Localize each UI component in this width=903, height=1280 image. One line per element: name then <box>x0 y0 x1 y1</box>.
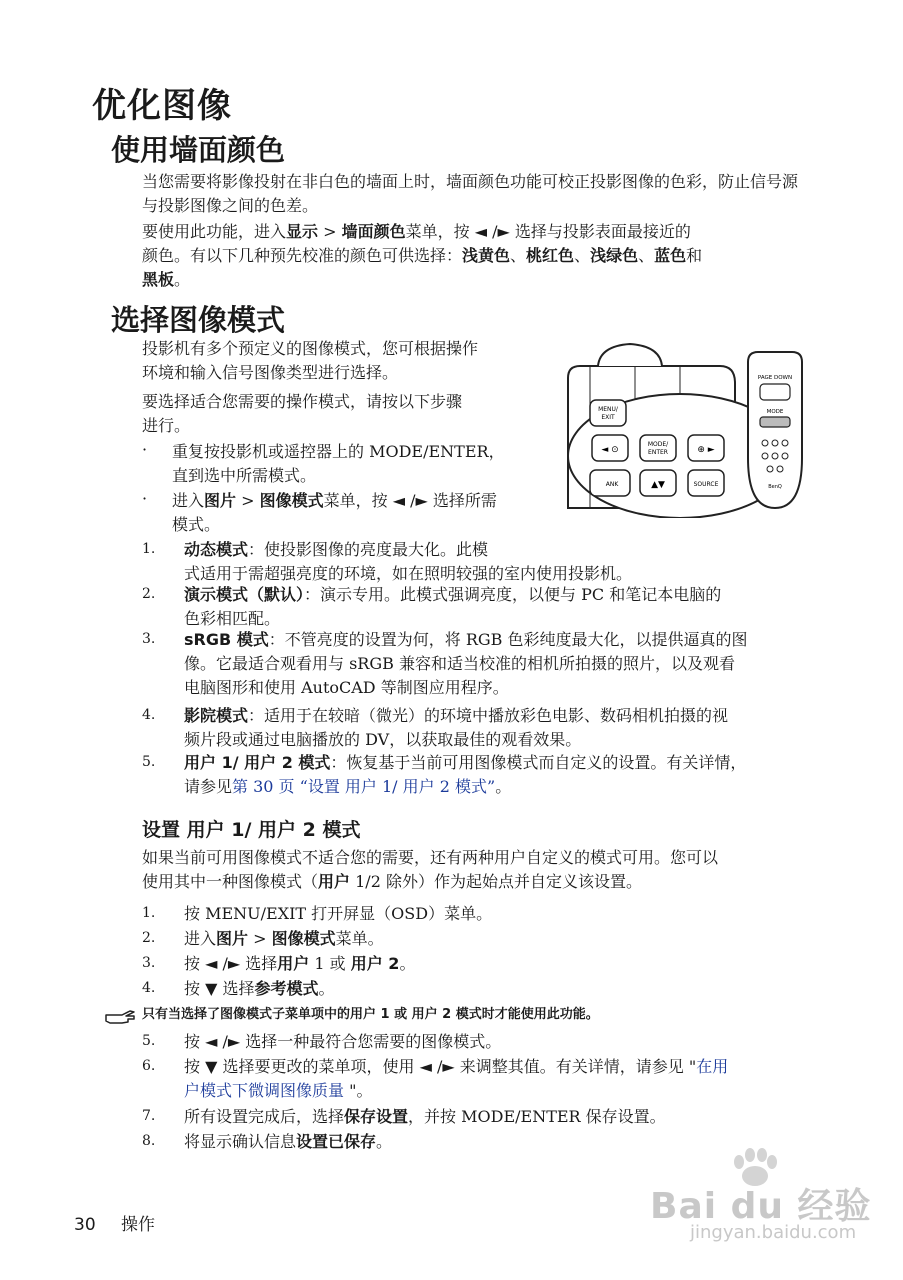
watermark-url: jingyan.baidu.com <box>690 1222 857 1243</box>
wall-color-intro: 当您需要将影像投射在非白色的墙面上时，墙面颜色功能可校正投影图像的色彩，防止信号源与投影图像之间的色差。 <box>142 172 799 215</box>
svg-text:MODE/: MODE/ <box>647 441 669 448</box>
step-text: 进入图片 > 图像模式菜单。 <box>184 929 384 948</box>
bullet-mark: · <box>142 440 148 459</box>
list-number: 5. <box>142 1033 156 1049</box>
svg-text:SOURCE: SOURCE <box>693 481 719 488</box>
svg-text:MENU/: MENU/ <box>598 406 618 413</box>
list-number: 1. <box>142 541 156 557</box>
wall-color-usage: 要使用此功能，进入显示 > 墙面颜色菜单，按 ◄ /► 选择与投影表面最接近的 颜色。有以下几种预先校准的颜色可供选择：浅黄色、桃红色、浅绿色、蓝色和 黑板。 <box>142 222 703 289</box>
svg-text:MODE: MODE <box>766 409 784 415</box>
picture-mode-intro: 投影机有多个预定义的图像模式，您可根据操作 环境和输入信号图像类型进行选择。 <box>142 339 479 382</box>
cross-reference-link[interactable]: 在用 <box>696 1057 729 1076</box>
section-heading-user-mode: 设置 用户 1/ 用户 2 模式 <box>142 819 361 841</box>
svg-text:EXIT: EXIT <box>601 414 615 421</box>
note-text: 只有当选择了图像模式子菜单项中的用户 1 或 用户 2 模式时才能使用此功能。 <box>142 1007 599 1022</box>
svg-text:ANK: ANK <box>605 481 619 488</box>
svg-text:BenQ: BenQ <box>768 484 782 490</box>
list-number: 5. <box>142 754 156 770</box>
section-heading-wall-color: 使用墙面颜色 <box>111 133 286 167</box>
list-number: 2. <box>142 930 156 946</box>
list-number: 3. <box>142 955 156 971</box>
mode-enter-button <box>640 435 676 461</box>
bullet-item: 进入图片 > 图像模式菜单，按 ◄ /► 选择所需 模式。 <box>172 491 497 534</box>
list-number: 4. <box>142 707 156 723</box>
list-number: 6. <box>142 1058 156 1074</box>
watermark-logo: Bai du 经验 <box>650 1186 872 1227</box>
list-number: 1. <box>142 905 156 921</box>
footer-section: 操作 <box>121 1215 156 1235</box>
list-item-cinema: 影院模式：适用于在较暗（微光）的环境中播放彩色电影、数码相机拍摄的视 频片段或通过电脑播放的 DV，以获取最佳的观看效果。 <box>184 706 729 749</box>
page-title: 优化图像 <box>92 86 232 126</box>
list-item-user: 用户 1/ 用户 2 模式：恢复基于当前可用图像模式而自定义的设置。有关详情， 请参见第 30 页 “设置 用户 1/ 用户 2 模式”。 <box>184 753 747 796</box>
list-number: 2. <box>142 586 156 602</box>
menu-exit-button <box>590 400 626 426</box>
cross-reference-link[interactable]: 户模式下微调图像质量 <box>184 1081 345 1100</box>
picture-mode-steps-intro: 要选择适合您需要的操作模式，请按以下步骤 进行。 <box>142 392 463 435</box>
step-text: 将显示确认信息设置已保存。 <box>184 1132 393 1151</box>
list-item-dynamic: 动态模式：使投影图像的亮度最大化。此模 式适用于需超强亮度的环境，如在照明较强的室内使用投影机。 <box>184 540 633 583</box>
page-footer <box>74 1210 155 1235</box>
bullet-mark: · <box>142 489 148 508</box>
svg-text:◄ ⊙: ◄ ⊙ <box>601 445 619 455</box>
step-text: 所有设置完成后，选择保存设置，并按 MODE/ENTER 保存设置。 <box>184 1107 666 1126</box>
list-number: 4. <box>142 980 156 996</box>
list-item-srgb: sRGB 模式：不管亮度的设置为何，将 RGB 色彩纯度最大化，以提供逼真的图 像。它最适合观看用与 sRGB 兼容和适当校准的相机所拍摄的照片，以及观看 电脑图形和使用 AutoCAD 等制图应用程序。 <box>184 630 748 697</box>
list-number: 8. <box>142 1133 156 1149</box>
svg-text:PAGE DOWN: PAGE DOWN <box>757 375 793 381</box>
svg-text:⊕ ►: ⊕ ► <box>697 445 715 455</box>
step-text: 按 MENU/EXIT 打开屏显（OSD）菜单。 <box>184 904 493 923</box>
cross-reference-link[interactable]: 第 30 页 “设置 用户 1/ 用户 2 模式” <box>232 777 496 796</box>
step-text: 按 ▼ 选择要更改的菜单项，使用 ◄ /► 来调整其值。有关详情，请参见 "在用 户模式下微调图像质量 "。 <box>184 1057 729 1100</box>
svg-text:ENTER: ENTER <box>648 449 668 456</box>
list-number: 7. <box>142 1108 156 1124</box>
user-mode-intro: 如果当前可用图像模式不适合您的需要，还有两种用户自定义的模式可用。您可以 使用其中一种图像模式（用户 1/2 除外）作为起始点并自定义该设置。 <box>142 848 719 891</box>
projector-remote-illustration <box>560 338 810 518</box>
svg-text:▲▼: ▲▼ <box>651 480 665 490</box>
step-text: 按 ▼ 选择参考模式。 <box>184 979 335 998</box>
pointing-hand-icon <box>104 1007 136 1027</box>
list-number: 3. <box>142 631 156 647</box>
step-text: 按 ◄ /► 选择用户 1 或 用户 2。 <box>184 954 416 973</box>
page-number: 30 <box>74 1215 96 1235</box>
section-heading-picture-mode: 选择图像模式 <box>111 303 286 337</box>
bullet-item: 重复按投影机或遥控器上的 MODE/ENTER， 直到选中所需模式。 <box>172 442 505 485</box>
step-text: 按 ◄ /► 选择一种最符合您需要的图像模式。 <box>184 1032 502 1051</box>
list-item-presentation: 演示模式（默认）：演示专用。此模式强调亮度，以便与 PC 和笔记本电脑的 色彩相匹配。 <box>184 585 722 628</box>
